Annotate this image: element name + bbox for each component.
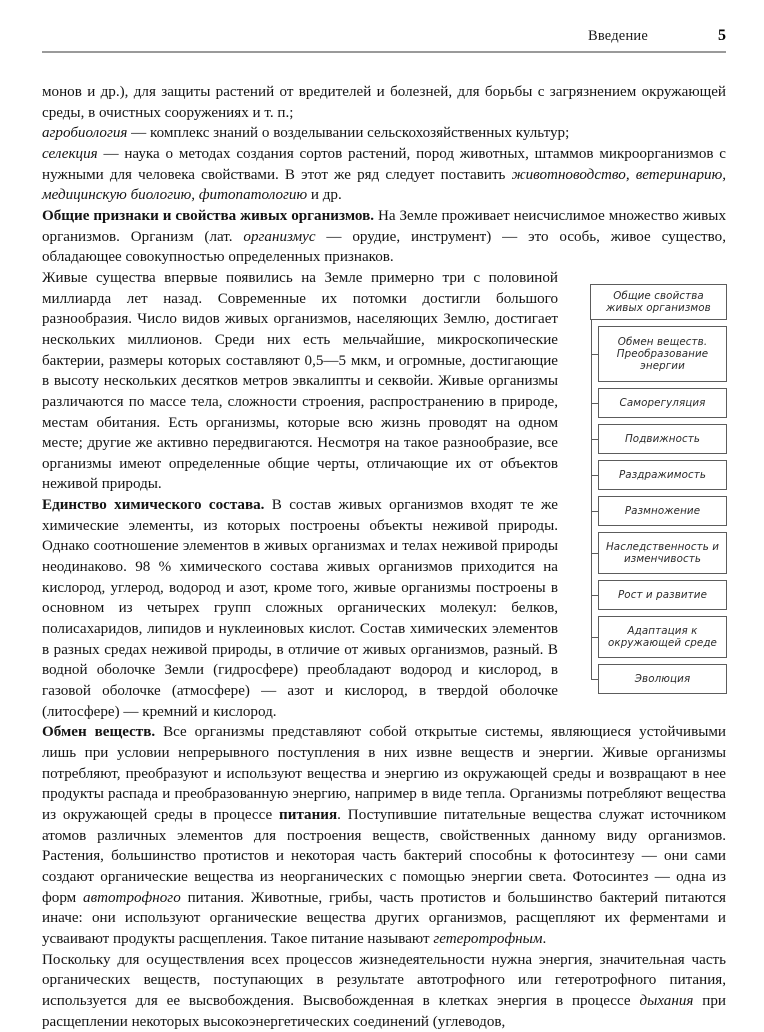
text-run-italic: животноводство, ветеринарию, медицинскую биологию, фитопатологию — [42, 166, 727, 204]
text-run-normal: при расщеплении некоторых высокоэнергетических соединений (углеводов, — [42, 992, 727, 1030]
text-run-normal: На Земле проживает неисчислимое множество живых организмов. Организм (лат. — [42, 207, 726, 245]
text-run-italic: организмус — [243, 228, 316, 245]
scheme-living-organism-properties — [589, 284, 729, 694]
text-run-normal: . Поступившие питательные вещества служат источником атомов различных элементов для построения веществ, свойственных данному виду организмов. Растения, большинство протистов и некоторая часть бактерий способны к фотосинтезу — они сами создают органические вещества из неорганических с помощью энергии света. Фотосинтез — одна из форм — [42, 806, 726, 906]
text-run-normal: — комплекс знаний о возделывании сельскохозяйственных культур; — [127, 125, 570, 142]
paragraph — [42, 950, 726, 1032]
scheme-item-box — [598, 580, 727, 610]
text-run-normal: Поскольку для осуществления всех процессов жизнедеятельности нужна энергия, значительная часть органических веществ, поступающих в результате автотрофного или гетеротрофного питания, используется для ее высвобождения. Высвобожденная в клетках энергия в процессе — [42, 951, 726, 1009]
scheme-connector-stub — [591, 595, 599, 596]
scheme-item-box — [598, 616, 727, 658]
scheme-item-label: Раздражимость — [618, 468, 707, 481]
page-number: 5 — [718, 27, 726, 44]
text-run-italic: автотрофного — [83, 889, 181, 906]
scheme-item-box — [598, 460, 727, 490]
text-run-normal: и др. — [307, 187, 342, 204]
scheme-item-box — [598, 424, 727, 454]
scheme-item-label: Обмен веществ. Преобразование энергии — [616, 335, 709, 373]
scheme-connector-stub — [591, 553, 599, 554]
text-run-bold: Единство химического состава. — [42, 497, 265, 514]
scheme-connector-stub — [591, 637, 599, 638]
paragraph — [42, 722, 726, 949]
scheme-connector-stub — [591, 475, 599, 476]
text-run-normal: Все организмы представляют собой открытые системы, являющиеся устойчивыми лишь при условии непрерывного поступления в них извне веществ и энергии. Живые организмы потребляют, преобразуют и используют вещества и энергию из окружающей среды и возвращают в нее продукты распада и преобразованную энергию, например в виде тепла. Организмы потребляют вещества из окружающей среды в процессе — [42, 724, 726, 823]
text-run-italic: селекция — [42, 145, 98, 162]
scheme-item-label: Адаптация к окружающей среде — [608, 624, 717, 649]
scheme-item-label: Размножение — [624, 504, 701, 517]
paragraph — [42, 206, 726, 268]
text-run-bold: Обмен веществ. — [42, 724, 156, 741]
text-run-normal: Живые существа впервые появились на Земле примерно три с половиной миллиарда лет назад. Современные их потомки достигли большого разнообразия. Число видов живых организмов, населяющих Землю, достигает нескольких миллионов. Среди них есть мельчайшие, микроскопические бактерии, размеры которых составляют 0,5—5 мкм, и огромные, достигающие в высоту нескольких десятков метров эвкалипты и секвойи. Живые организмы различаются по массе тела, сложности строения, распространению в природе, местам обитания. Есть организмы, которые всю жизнь проводят на одном месте; другие же активно передвигаются. Несмотря на такое разнообразие, все организмы имеют определенные общие черты, отличающие их от объектов неживой природы. — [42, 269, 558, 493]
text-run-normal: монов и др.), для защиты растений от вредителей и болезней, для борьбы с загрязнением окружающей среды, в очистных сооружениях и т. п.; — [42, 84, 726, 121]
header-divider-rule — [42, 51, 726, 53]
scheme-item-box — [598, 496, 727, 526]
paragraph — [42, 82, 726, 123]
paragraph — [42, 123, 726, 144]
text-run-normal: — орудие, инструмент) — это особь, живое существо, обладающее совокупностью определенных признаков. — [42, 228, 726, 266]
paragraph — [42, 144, 726, 206]
text-run-italic: гетеротрофным — [433, 930, 543, 947]
scheme-item-label: Подвижность — [624, 432, 701, 445]
scheme-connector-stub — [591, 679, 599, 680]
scheme-root-label: Общие свойства живых организмов — [606, 289, 711, 314]
text-run-bold: Общие признаки и свойства живых организмов. — [42, 207, 374, 224]
text-run-normal: — наука о методах создания сортов растений, пород животных, штаммов микроорганизмов с нужными для человека свойствами. В этот же ряд следует поставить — [42, 145, 726, 183]
scheme-item-label: Эволюция — [634, 672, 691, 685]
scheme-connector-stub — [591, 354, 599, 355]
text-run-italic: агробиология — [42, 125, 128, 142]
scheme-connector-stub — [591, 439, 599, 440]
scheme-item-label: Саморегуляция — [619, 396, 706, 409]
scheme-item-box — [598, 664, 727, 694]
scheme-trunk-line — [591, 320, 592, 679]
scheme-item-box — [598, 388, 727, 418]
text-run-normal: питания. Животные, грибы, часть протистов и большинство бактерий питаются иначе: они используют органические вещества других организмов, расщепляют их ферментами и усваивают продукты расщепления. Такое питание называют — [42, 889, 726, 947]
scheme-item-box — [598, 326, 727, 382]
text-run-normal: . — [542, 930, 547, 947]
running-head-title: Введение — [587, 28, 648, 44]
scheme-connector-stub — [591, 403, 599, 404]
text-run-normal: В состав живых организмов входят те же химические элементы, из которых построены объекты неживой природы. Однако соотношение элементов в живых организмах и телах неживой природы неодинаково. 98 % химического состава живых организмов приходится на кислород, углерод, водород и азот, кроме того, живые организмы построены в основном из четырех групп сложных органических молекул: белков, полисахаридов, липидов и нуклеиновых кислот. Состав химических элементов в разных средах неживой природы, в отличие от живых организмов, разный. В водной оболочке Земли (гидросфере) преобладают водород и кислород, в газовой оболочке (атмосфере) — азот и кислород, в твердой оболочке (литосфере) — кремний и кислород. — [42, 497, 558, 720]
scheme-root-box — [590, 284, 727, 320]
scheme-item-label: Рост и развитие — [617, 588, 707, 601]
text-run-bold: питания — [279, 806, 338, 823]
scheme-item-box — [598, 532, 727, 574]
scheme-item-label: Наследственность и изменчивость — [605, 540, 720, 565]
text-run-italic: дыхания — [639, 992, 694, 1009]
scheme-connector-stub — [591, 511, 599, 512]
